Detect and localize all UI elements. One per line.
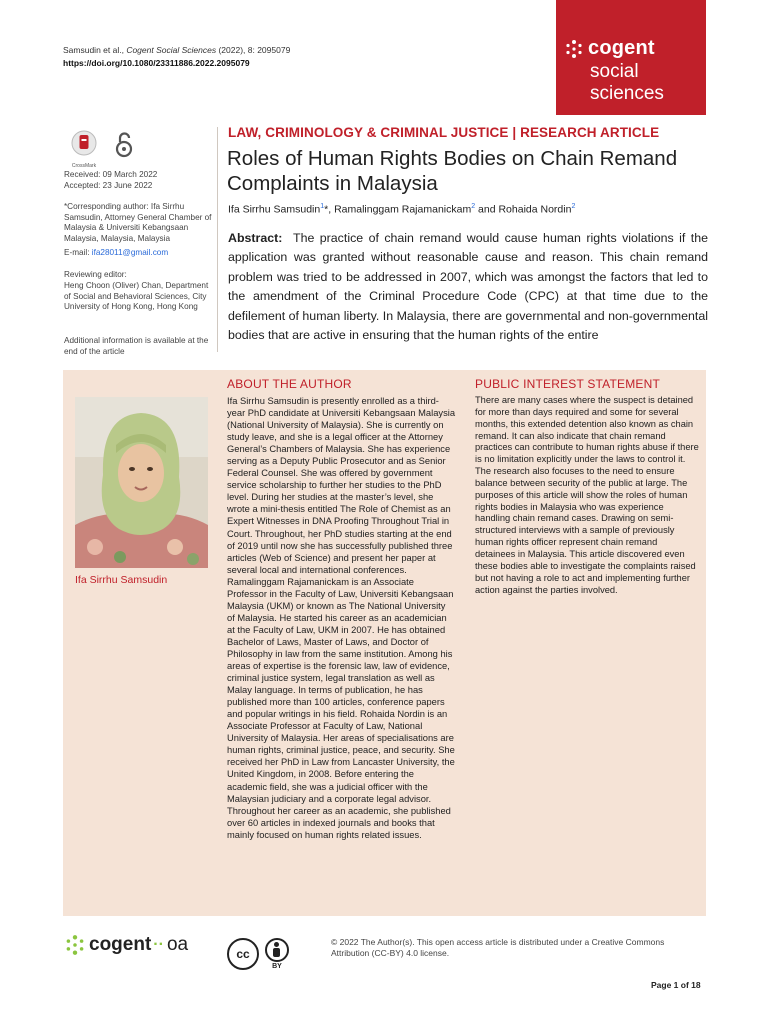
license-icons[interactable]	[227, 938, 289, 970]
brand-sub-social: social	[590, 61, 639, 82]
author-separator: and	[475, 203, 499, 216]
author-name[interactable]: Ramalinggam Rajamanickam	[334, 203, 472, 216]
email-link[interactable]: ifa28011@gmail.com	[91, 248, 169, 257]
by-label: BY	[272, 963, 282, 970]
photo-caption: Ifa Sirrhu Samsudin	[75, 574, 168, 586]
footer-logo-word: cogent	[89, 934, 152, 955]
cogent-logo-icon	[564, 39, 584, 59]
affiliation-sup: 2	[471, 203, 476, 210]
brand-sub-sciences: sciences	[590, 83, 664, 104]
author-name[interactable]: Ifa Sirrhu Samsudin	[228, 203, 321, 216]
cogent-oa-logo[interactable]	[64, 934, 188, 956]
page-number: Page 1 of 18	[651, 980, 701, 990]
citation-authors: Samsudin et al.,	[63, 45, 127, 55]
affiliation-sup: 1	[320, 203, 325, 210]
crossmark-icon	[64, 130, 104, 162]
abstract	[228, 229, 708, 345]
license-text: © 2022 The Author(s). This open access article is distributed under a Creative Commons Attribution (CC-BY) 4.0 license.	[331, 937, 665, 958]
reviewing-label: Reviewing editor:	[64, 270, 127, 279]
accepted-date: Accepted: 23 June 2022	[64, 181, 153, 190]
citation-journal: Cogent Social Sciences	[126, 45, 217, 55]
email-label: E-mail:	[64, 248, 92, 257]
corresponding-author: *Corresponding author: Ifa Sirrhu Samsudin, Attorney General Chamber of Malaysia & Universiti Kebangsaan Malaysia, Malaysia, Malaysia	[64, 202, 212, 243]
cogent-oa-icon	[64, 934, 86, 956]
citation-block	[63, 44, 290, 70]
citation-volume: (2022), 8: 2095079	[216, 45, 291, 55]
cc-label: cc	[236, 947, 250, 961]
author-photo	[75, 397, 208, 568]
corresponding-star: *	[324, 203, 329, 216]
email-line	[64, 248, 216, 259]
citation-line	[63, 44, 290, 57]
abstract-label: Abstract:	[228, 231, 283, 245]
open-access-icon	[115, 130, 133, 163]
doi-link[interactable]: https://doi.org/10.1080/23311886.2022.2095079	[63, 58, 250, 68]
received-date: Received: 09 March 2022	[64, 170, 158, 179]
author-list	[228, 203, 575, 216]
about-author-heading: ABOUT THE AUTHOR	[227, 377, 352, 391]
footer-logo-oa: oa	[166, 934, 189, 955]
reviewing-editor: Heng Choon (Oliver) Chan, Department of Social and Behavioral Sciences, City University of Hong Kong, Hong Kong	[64, 281, 209, 312]
journal-brand-box	[556, 0, 706, 115]
article-title: Roles of Human Rights Bodies on Chain Remand Complaints in Malaysia	[227, 147, 678, 195]
affiliation-sup: 2	[571, 203, 576, 210]
sidebar-divider	[217, 127, 218, 352]
author-separator: ,	[328, 203, 335, 216]
brand-logo	[564, 37, 655, 60]
footer-logo-dots: ··	[153, 936, 164, 953]
about-author-text: Ifa Sirrhu Samsudin is presently enrolled as a third-year PhD candidate at Universiti Kebangsaan Malaysia (National University of Malaysia). She is currently on study leave, and she is a legal officer at the Attorney General’s Chambers of Malaysia. She has experience serving as a Deputy Public Prosecutor and as Senior Federal Counsel. She was offered by government service scholarship to further her studies to the PhD level. During her studies at the master’s level, she wrote a mini-thesis entitled The Role of Chemist as an Expert Witnesses in DNA Proofing Throughout Trial in Court. Throughout, her PhD studies starting at the end of 2019 until now she has successfully published three articles (Web of Science) and present her paper at several local and international conferences. Ramalinggam Rajamanickam is an Associate Professor in the Faculty of Law, Universiti Kebangsaan Malaysia (UKM) or known as The National University of Malaysia. He started his career as an academician at the Faculty of Law, UKM in 2007. He has obtained Bachelor of Laws, Master of Laws, and Doctor of Philosophy in law from the same institution. Among his areas of expertise is the forensic law, law of evidence, criminal justice system, legal translation as well as Malay language. In terms of publication, he has published more than 100 articles, conference papers and popular writings in his field. Rohaida Nordin is an Associate Professor at Faculty of Law, National University of Malaysia. Her areas of specialisations are human rights, criminal justice, peace, and security. She received her PhD in Law from Lancaster University, the United Kingdom, in 2008. Before entering the academic field, she was a judicial officer with the Malaysian judiciary and a corporate legal advisor. Throughout her career as an academic, she published over 60 articles in indexed journals and books that mainly focused on human rights related issues.	[227, 396, 456, 840]
abstract-text: The practice of chain remand would cause human rights violations if the application was granted without reasonable cause and reason. This chain remand problem was tried to be addressed in 2007, which was amongst the factors that led to the amendment of the Criminal Procedure Code (CPC) at that time due to the defilement of human liberty. In Malaysia, there are governmental and non-governmental bodies that are active in ensuring that the human rights of the entire	[228, 231, 708, 343]
author-name[interactable]: Rohaida Nordin	[498, 203, 572, 216]
section-tag: LAW, CRIMINOLOGY & CRIMINAL JUSTICE | RESEARCH ARTICLE	[228, 125, 660, 140]
public-interest-heading: PUBLIC INTEREST STATEMENT	[475, 377, 661, 391]
additional-info: Additional information is available at the end of the article	[64, 336, 209, 356]
creative-commons-icon	[227, 938, 259, 970]
crossmark-label: CrossMark	[71, 163, 97, 169]
crossmark-badge[interactable]	[64, 130, 104, 169]
brand-name: cogent	[588, 37, 655, 59]
attribution-icon	[265, 938, 289, 970]
public-interest-text: There are many cases where the suspect is detained for more than days required and some for several months, this extended detention also known as chain remand. It can also indicate that chain remand practices can contribute to human rights abuse if there is no limitation explicitly under the laws to control it. The research also focuses to the need to ensure balance between security of the public at large. The purposes of this article will show the roles of human rights bodies in Malaysia who was experience handling chain remand cases. Drawing on semi-structured interviews with a sample of previously human rights officer represent chain remand detainees in Malaysia. This article discovered even these bodies able to investigate the complaints raised but not having a role to act and implementing further action against the parties involved.	[475, 395, 699, 595]
